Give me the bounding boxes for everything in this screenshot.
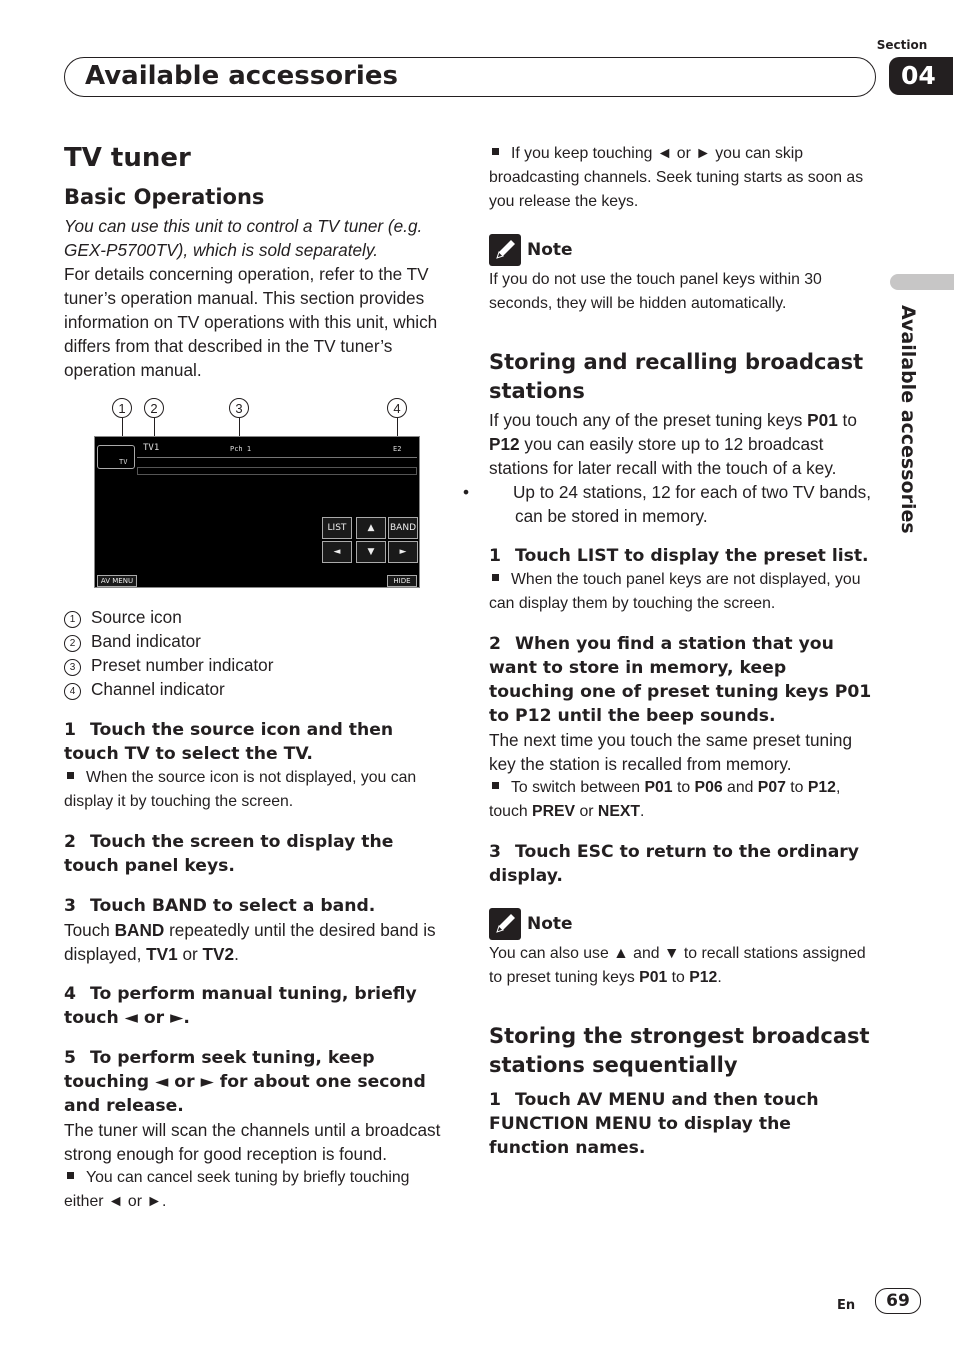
intro-text: For details concerning operation, refer to the TV tuner’s operation manual. This section provides information on TV operations with this unit, which differs from that described in the TV tuner’s operation manual. [64, 264, 438, 380]
left-column [64, 143, 450, 382]
callout-3: 3 [229, 398, 249, 418]
strongest-step-1: 1 Touch AV MENU and then touch FUNCTION MENU to display the function names. [489, 1090, 819, 1158]
intro-italic: You can use this unit to control a TV tuner (e.g. GEX-P5700TV), which is sold separately. [64, 216, 423, 260]
footer-language: En [837, 1298, 856, 1313]
step-2: 2 Touch the screen to display the touch panel keys. [64, 832, 394, 876]
storing-step-1-note: When the touch panel keys are not displayed, you can display them by touching the screen. [489, 571, 861, 612]
subsection-title: Basic Operations [64, 185, 265, 209]
source-icon-label: TV [119, 458, 128, 466]
figure-callouts [94, 396, 424, 436]
storing-step-2-note: To switch between P01 to P06 and P07 to P12, touch PREV or NEXT. [489, 779, 841, 820]
step-3: 3 Touch BAND to select a band. [64, 896, 376, 916]
storing-bullet: • Up to 24 stations, 12 for each of two TV bands, can be stored in memory. [463, 482, 871, 526]
storing-step-2-body: The next time you touch the same preset tuning key the station is recalled from memory. [489, 730, 853, 774]
note-pencil-icon [489, 908, 521, 940]
step-4: 4 To perform manual tuning, briefly touch ◄ or ►. [64, 984, 417, 1028]
hide-key[interactable]: HIDE [387, 575, 417, 587]
side-tab-marker [890, 274, 954, 290]
band-key[interactable]: BAND [388, 517, 418, 539]
callout-1: 1 [112, 398, 132, 418]
bullet-square-icon [492, 574, 499, 581]
storing-step-2: 2 When you find a station that you want to store in memory, keep touching one of preset tuning keys P01 to P12 until the beep sounds. [489, 634, 872, 726]
tv-screen-illustration [94, 436, 420, 588]
preset-number-indicator: Pch 1 [230, 445, 252, 453]
seek-note: If you keep touching ◄ or ► you can skip broadcasting channels. Seek tuning starts as soon as you release the keys. [489, 145, 864, 210]
step-1-note: When the source icon is not displayed, you can display it by touching the screen. [64, 769, 417, 810]
note-1-text: If you do not use the touch panel keys within 30 seconds, they will be hidden automatically. [489, 271, 822, 312]
page-number: 69 [875, 1288, 921, 1314]
note-2-text: You can also use ▲ and ▼ to recall stations assigned to preset tuning keys P01 to P12. [489, 945, 866, 986]
right-key[interactable]: ► [388, 541, 418, 563]
note-heading: Note [489, 908, 875, 940]
legend-item: 1 Source icon [64, 605, 450, 629]
side-section-label: Available accessories [897, 305, 919, 534]
note-heading: Note [489, 234, 875, 266]
bullet-square-icon [492, 148, 499, 155]
left-column-lower [64, 605, 450, 1214]
step-5-body: The tuner will scan the channels until a broadcast strong enough for good reception is found. [64, 1120, 441, 1164]
bullet-square-icon [67, 772, 74, 779]
av-menu-key[interactable]: AV MENU [97, 575, 137, 587]
bullet-square-icon [67, 1172, 74, 1179]
callout-4: 4 [387, 398, 407, 418]
legend-item: 2 Band indicator [64, 629, 450, 653]
section-storing-title: Storing and recalling broadcast stations [489, 350, 864, 403]
page-header-title: Available accessories [85, 61, 398, 91]
down-key[interactable]: ▼ [356, 541, 386, 563]
up-key[interactable]: ▲ [356, 517, 386, 539]
band-indicator: TV1 [143, 443, 160, 453]
step-5-note: You can cancel seek tuning by briefly touching either ◄ or ►. [64, 1169, 410, 1210]
left-key[interactable]: ◄ [322, 541, 352, 563]
note-pencil-icon [489, 234, 521, 266]
step-5: 5 To perform seek tuning, keep touching ◄ or ► for about one second and release. [64, 1048, 426, 1116]
right-column [463, 142, 875, 1160]
callout-2: 2 [144, 398, 164, 418]
page-title: TV tuner [64, 143, 191, 173]
section-label: Section [876, 38, 928, 52]
source-icon[interactable] [97, 445, 135, 469]
section-strongest-title: Storing the strongest broadcast stations sequentially [489, 1024, 870, 1077]
step-1: 1 Touch the source icon and then touch TV to select the TV. [64, 720, 394, 764]
channel-indicator: E2 [393, 445, 402, 453]
storing-step-3: 3 Touch ESC to return to the ordinary display. [489, 842, 859, 886]
legend-item: 3 Preset number indicator [64, 653, 450, 677]
legend-item: 4 Channel indicator [64, 677, 450, 701]
storing-body: If you touch any of the preset tuning keys P01 to P12 you can easily store up to 12 broadcast stations for later recall with the touch of a key. [489, 410, 857, 478]
step-3-body: Touch BAND repeatedly until the desired band is displayed, TV1 or TV2. [64, 920, 436, 964]
storing-step-1: 1 Touch LIST to display the preset list. [489, 546, 869, 566]
section-number-badge: 04 [889, 57, 953, 95]
bullet-square-icon [492, 782, 499, 789]
list-key[interactable]: LIST [322, 517, 352, 539]
